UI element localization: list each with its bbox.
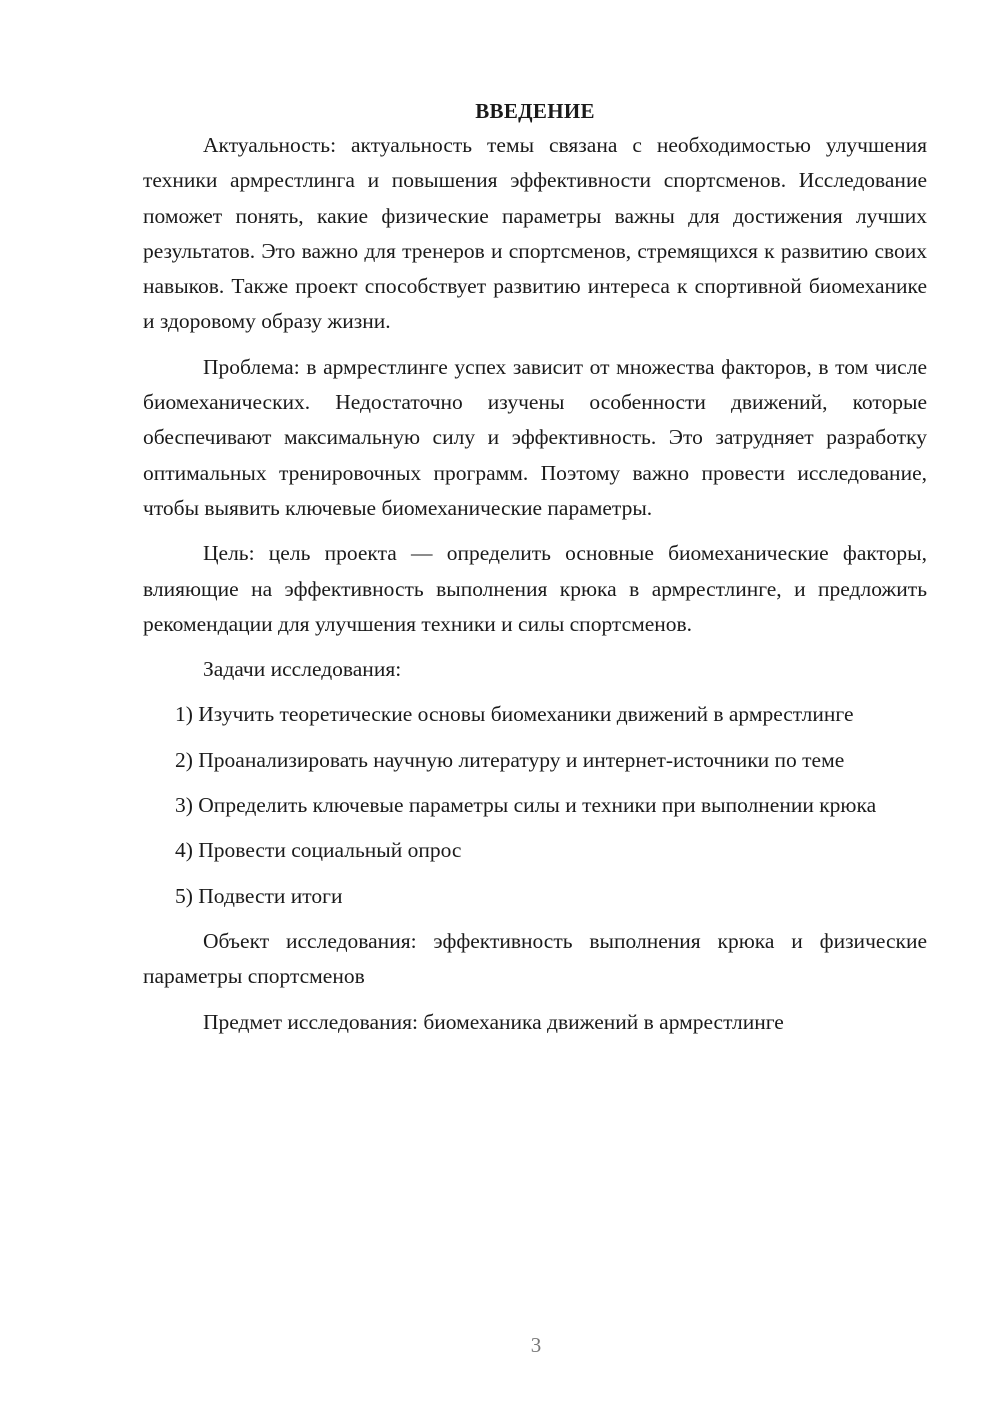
task-item: 2) Проанализировать научную литературу и интернет-источники по теме — [175, 747, 845, 772]
subject-paragraph: Предмет исследования: биомеханика движений в армрестлинге — [203, 1009, 784, 1034]
task-item: 4) Провести социальный опрос — [175, 838, 462, 863]
section-heading: ВВЕДЕНИЕ — [475, 99, 595, 123]
page-number: 3 — [530, 1333, 542, 1357]
tasks-heading: Задачи исследования: — [203, 657, 402, 682]
page-content — [143, 96, 927, 1040]
task-item: 5) Подвести итоги — [175, 883, 343, 908]
problem-paragraph: Проблема: в армрестлинге успех зависит от множества факторов, в том числе биомеханических. Недостаточно изучены особенности движений, которые обеспечивают максимальную силу и эффективность. Это затрудняет разработку оптимальных тренировочных программ. Поэтому важно провести исследование, чтобы выявить ключевые биомеханические параметры. — [143, 354, 927, 520]
object-paragraph: Объект исследования: эффективность выполнения крюка и физические параметры спортсменов — [143, 928, 927, 989]
task-item: 1) Изучить теоретические основы биомеханики движений в армрестлинге — [175, 702, 854, 727]
task-item: 3) Определить ключевые параметры силы и техники при выполнении крюка — [175, 793, 877, 818]
goal-paragraph: Цель: цель проекта — определить основные биомеханические факторы, влияющие на эффективность выполнения крюка в армрестлинге, и предложить рекомендации для улучшения техники и силы спортсменов. — [143, 541, 927, 636]
relevance-paragraph: Актуальность: актуальность темы связана с необходимостью улучшения техники армрестлинга и повышения эффективности спортсменов. Исследование поможет понять, какие физические параметры важны для достижения лучших результатов. Это важно для тренеров и спортсменов, стремящихся к развитию своих навыков. Также проект способствует развитию интереса к спортивной биомеханике и здоровому образу жизни. — [143, 133, 927, 334]
